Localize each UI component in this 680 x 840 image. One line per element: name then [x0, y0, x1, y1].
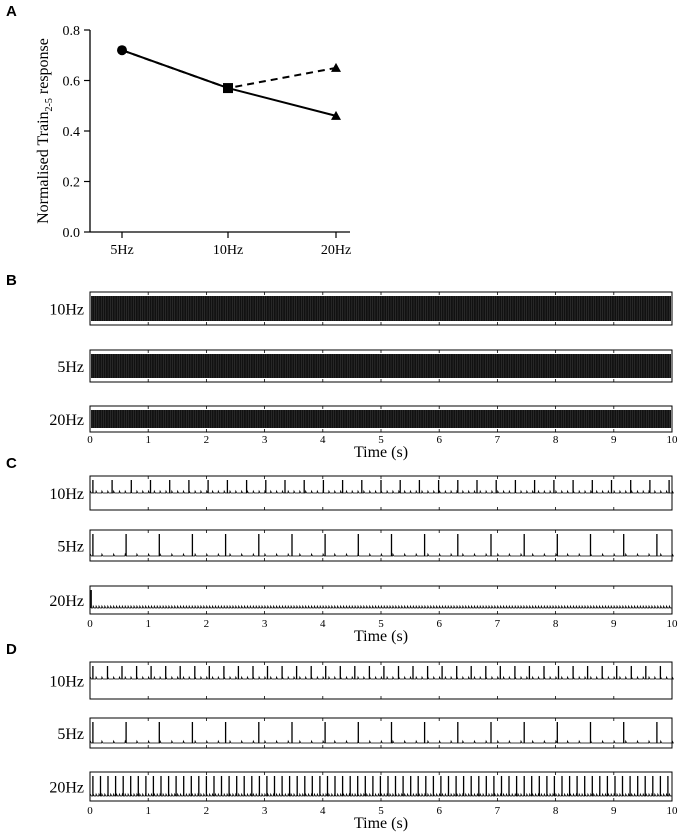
x-tick-label: 0	[87, 805, 93, 817]
y-tick-label: 0.0	[62, 226, 80, 241]
panel-c	[6, 455, 678, 645]
trace-row-20Hz	[49, 772, 672, 801]
x-tick-label: 9	[611, 434, 617, 446]
x-tick-label: 0	[87, 434, 93, 446]
x-tick-label: 6	[436, 618, 442, 630]
x-tick-label: 9	[611, 618, 617, 630]
trace-row-10Hz	[49, 476, 673, 510]
x-axis-label: Time (s)	[353, 444, 409, 461]
y-tick-label: 0.8	[62, 24, 80, 39]
row-label: 10Hz	[49, 301, 84, 319]
y-axis-label: Normalised Train$_{2-5}$ response	[35, 38, 55, 224]
x-tick-label: 10	[666, 618, 678, 630]
trace-row-10Hz	[49, 292, 672, 325]
panel-a	[6, 3, 351, 258]
trace-box	[90, 662, 672, 699]
x-tick-label: 7	[494, 805, 501, 817]
y-tick-label: 0.6	[62, 74, 80, 90]
row-label: 10Hz	[49, 673, 84, 691]
marker-circle-5hz	[117, 45, 127, 55]
x-tick-label: 2	[203, 805, 210, 817]
trace-box	[90, 718, 672, 748]
trace-row-20Hz	[49, 586, 672, 614]
panel-d	[6, 641, 678, 832]
x-tick-label: 4	[320, 805, 326, 817]
x-tick-label: 4	[320, 434, 326, 446]
x-tick-label: 1	[145, 434, 151, 446]
x-tick-label: 10	[666, 805, 678, 817]
x-tick-label: 3	[261, 434, 268, 446]
x-tick-label: 6	[436, 805, 442, 817]
panel-b	[6, 272, 678, 461]
row-label: 20Hz	[49, 593, 84, 610]
panel-label-c: C	[6, 455, 17, 472]
trace-box	[90, 586, 672, 614]
x-tick-label: 7	[494, 434, 501, 446]
row-label: 5Hz	[57, 726, 84, 743]
trace-band	[91, 354, 671, 378]
trace-row-20Hz	[49, 406, 672, 432]
x-tick-label: 3	[261, 805, 268, 817]
trace-baseline	[90, 606, 672, 608]
x-tick-label: 8	[552, 618, 559, 630]
panel-label-a: A	[6, 3, 17, 20]
x-tick-label: 10Hz	[212, 243, 244, 258]
row-label: 5Hz	[57, 538, 84, 556]
trace-row-5Hz	[57, 350, 672, 382]
x-tick-label: 5	[378, 434, 384, 446]
trace-band	[91, 410, 671, 428]
x-tick-label: 1	[145, 805, 151, 817]
trace-band	[91, 296, 671, 321]
y-tick-label: 0.4	[62, 125, 80, 140]
series-line-dashed	[122, 50, 336, 88]
x-tick-label: 1	[145, 618, 151, 630]
panel-label-b: B	[6, 272, 17, 289]
x-tick-label: 20Hz	[320, 243, 352, 258]
x-tick-label: 10	[666, 434, 678, 446]
row-label: 10Hz	[49, 486, 84, 503]
x-tick-label: 9	[611, 805, 617, 817]
x-tick-label: 2	[203, 434, 210, 446]
row-label: 5Hz	[57, 359, 84, 376]
x-tick-label: 5	[378, 618, 384, 630]
x-axis-label: Time (s)	[353, 628, 409, 645]
x-tick-label: 5Hz	[110, 243, 134, 258]
x-axis-label: Time (s)	[353, 815, 409, 832]
x-tick-label: 5	[378, 805, 384, 817]
x-tick-label: 6	[436, 434, 442, 446]
marker-triangle-20hz	[331, 63, 341, 72]
y-tick-label: 0.2	[62, 175, 80, 191]
x-tick-label: 2	[203, 618, 210, 630]
row-label: 20Hz	[49, 779, 84, 797]
x-tick-label: 7	[494, 618, 501, 630]
trace-row-10Hz	[49, 662, 673, 699]
x-tick-label: 0	[87, 618, 93, 630]
x-tick-label: 4	[320, 618, 326, 630]
trace-row-5Hz	[57, 718, 673, 748]
panel-label-d: D	[6, 641, 17, 658]
row-label: 20Hz	[49, 412, 84, 429]
marker-square-10hz	[223, 83, 233, 93]
series-line-solid	[122, 50, 336, 116]
trace-row-5Hz	[57, 530, 673, 561]
x-tick-label: 8	[552, 434, 559, 446]
x-tick-label: 3	[261, 618, 268, 630]
x-tick-label: 8	[552, 805, 559, 817]
